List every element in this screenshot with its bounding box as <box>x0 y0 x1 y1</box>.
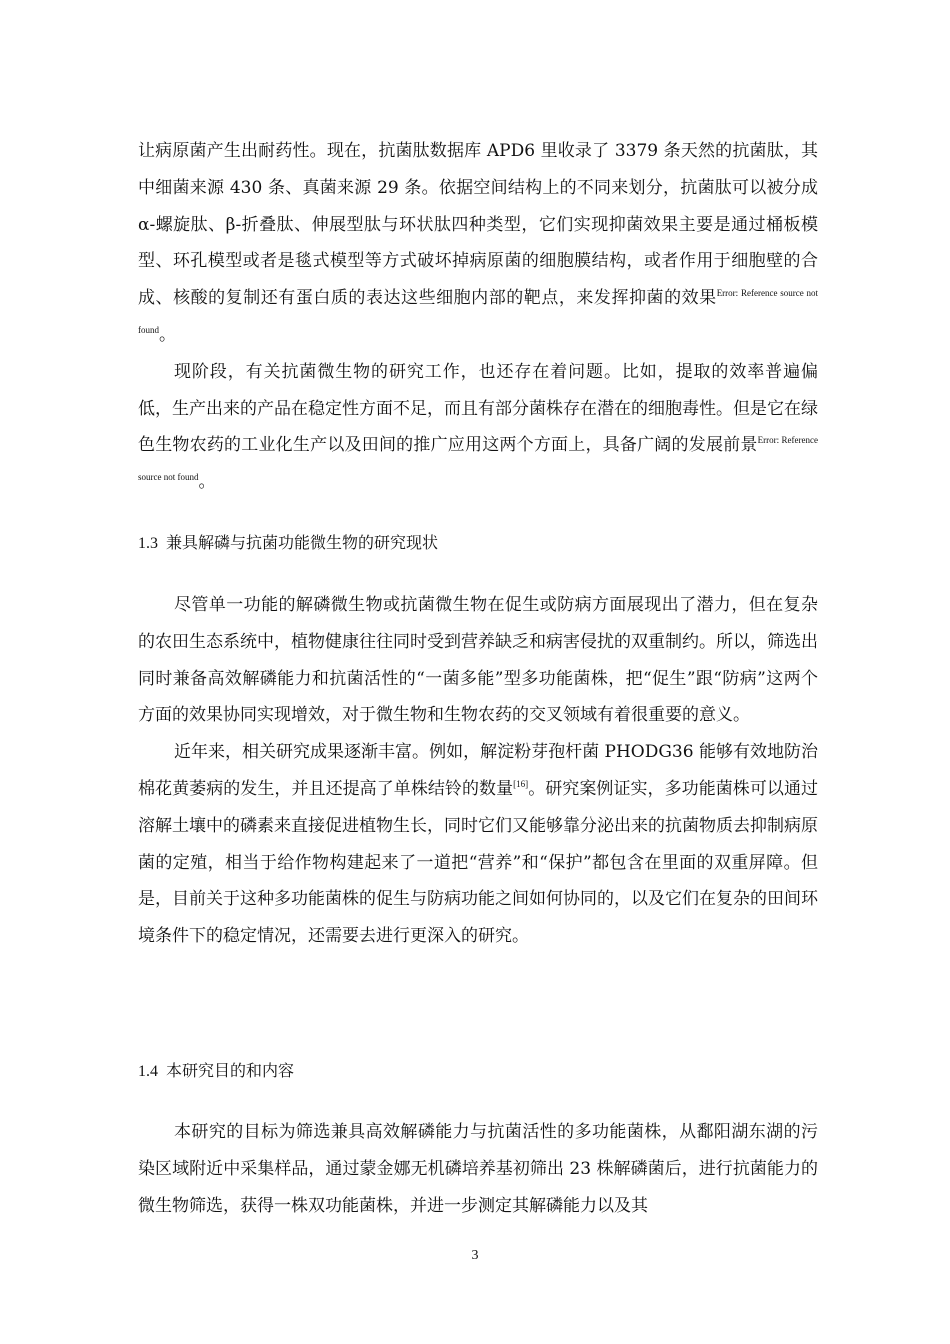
paragraph-end: 。 <box>159 324 176 345</box>
citation-16: [16] <box>513 778 529 789</box>
section-number: 1.4 <box>138 1063 158 1080</box>
paragraph-text: 近年来，相关研究成果逐渐丰富。例如，解淀粉芽孢杆菌 PHODG36 能够有效地防治棉花黄萎病的发生，并且还提高了单株结铃的数量 <box>138 742 818 799</box>
paragraph-current-status <box>138 354 818 501</box>
citation-error: Error: Reference source not found <box>138 288 818 335</box>
section-heading-1-4 <box>138 1060 294 1083</box>
section-title: 兼具解磷与抗菌功能微生物的研究现状 <box>166 533 439 552</box>
paragraph-multifunction-significance: 尽管单一功能的解磷微生物或抗菌微生物在促生或防病方面展现出了潜力，但在复杂的农田生态系统中，植物健康往往同时受到营养缺乏和病害侵扰的双重制约。所以，筛选出同时兼备高效解磷能力和抗菌活性的“一菌多能”型多功能菌株，把“促生”跟“防病”这两个方面的效果协同实现增效，对于微生物和生物农药的交叉领域有着很重要的意义。 <box>138 595 818 726</box>
paragraph-text: 现阶段，有关抗菌微生物的研究工作，也还存在着问题。比如，提取的效率普遍偏低，生产出来的产品在稳定性方面不足，而且有部分菌株存在潜在的细胞毒性。但是它在绿色生物农药的工业化生产以及田间的推广应用这两个方面上，具备广阔的发展前景 <box>138 361 818 456</box>
paragraph-end: 。 <box>198 472 216 493</box>
paragraph-antimicrobial-peptides <box>138 133 818 354</box>
citation-error: Error: Reference source not found <box>138 435 818 483</box>
paragraph-research-objective: 本研究的目标为筛选兼具高效解磷能力与抗菌活性的多功能菌株，从鄱阳湖东湖的污染区域附近中采集样品，通过蒙金娜无机磷培养基初筛出 23 株解磷菌后，进行抗菌能力的微生物筛选，获得一株双功能菌株，并进一步测定其解磷能力以及其 <box>138 1122 818 1216</box>
section-1-3-text-block <box>138 587 818 955</box>
paragraph-text: 。研究案例证实，多功能菌株可以通过溶解土壤中的磷素来直接促进植物生长，同时它们又能够靠分泌出来的抗菌物质去抑制病原菌的定殖，相当于给作物构建起来了一道把“营养”和“保护”都包含在里面的双重屏障。但是，目前关于这种多功能菌株的促生与防病功能之间如何协同的，以及它们在复杂的田间环境条件下的稳定情况，还需要去进行更深入的研究。 <box>138 778 819 947</box>
section-1-4-text-block <box>138 1114 818 1224</box>
paragraph-text: 让病原菌产生出耐药性。现在，抗菌肽数据库 APD6 里收录了 3379 条天然的抗菌肽，其中细菌来源 430 条、真菌来源 29 条。依据空间结构上的不同来划分，抗菌肽可以被分成 α-螺旋肽、β-折叠肽、伸展型肽与环状肽四种类型，它们实现抑菌效果主要是通过桶板模型、环孔模型或者是毯式模型等方式破坏掉病原菌的细胞膜结构，或者作用于细胞壁的合成、核酸的复制还有蛋白质的表达这些细胞内部的靶点，来发挥抑菌的效果 <box>138 141 818 309</box>
paragraph-research-progress <box>138 734 818 955</box>
intro-text-block <box>138 133 818 501</box>
page-number: 3 <box>471 1248 479 1263</box>
section-title: 本研究目的和内容 <box>166 1061 295 1080</box>
section-heading-1-3 <box>138 532 438 555</box>
section-number: 1.3 <box>138 535 158 552</box>
